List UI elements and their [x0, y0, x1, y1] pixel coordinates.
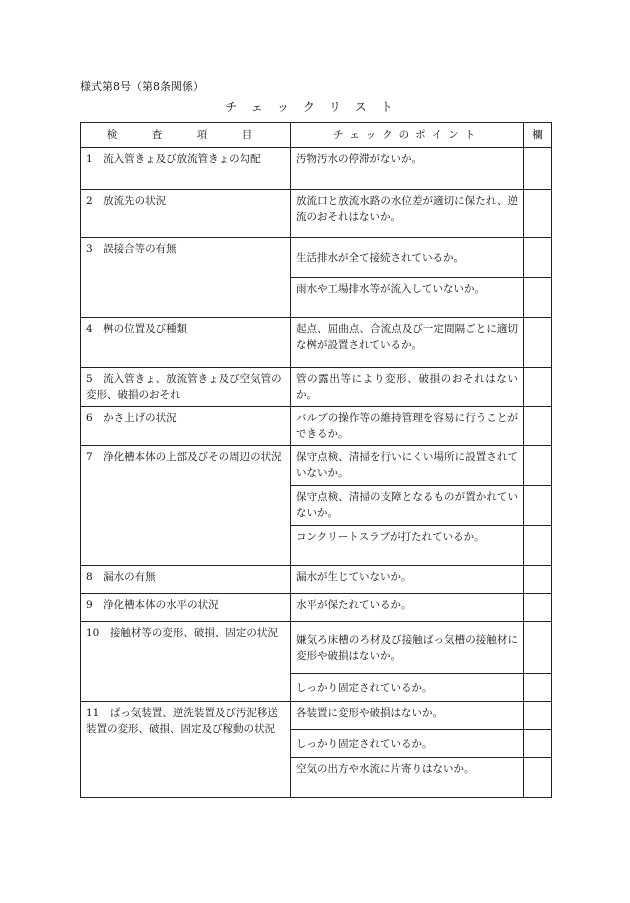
- check-point: 嫌気ろ床槽のろ材及び接触ばっ気槽の接触材に変形や破損はないか。: [291, 622, 524, 674]
- form-number: 様式第8号（第8条関係）: [80, 80, 204, 93]
- header-row: [81, 123, 552, 148]
- table-row: [81, 702, 552, 730]
- check-point: バルブの操作等の維持管理を容易に行うことができるか。: [291, 407, 524, 446]
- check-mark-cell[interactable]: [524, 368, 552, 407]
- check-item: 4 桝の位置及び種類: [81, 318, 291, 368]
- check-point: 雨水や工場排水等が流入していないか。: [291, 278, 524, 318]
- check-item: 2 放流先の状況: [81, 190, 291, 238]
- check-point: コンクリートスラブが打たれているか。: [291, 526, 524, 566]
- table-row: [81, 238, 552, 278]
- check-point: 管の露出等により変形、破損のおそれはないか。: [291, 368, 524, 407]
- check-item: 5 流入管きょ、放流管きょ及び空気管の変形、破損のおそれ: [81, 368, 291, 407]
- table-row: [81, 407, 552, 446]
- check-mark-cell[interactable]: [524, 674, 552, 702]
- page-title: チェックリスト: [225, 100, 407, 114]
- check-item: 3 誤接合等の有無: [81, 238, 291, 318]
- check-point: 放流口と放流水路の水位差が適切に保たれ、逆流のおそれはないか。: [291, 190, 524, 238]
- check-point: 汚物汚水の停滞がないか。: [291, 148, 524, 190]
- check-mark-cell[interactable]: [524, 622, 552, 674]
- check-point: しっかり固定されているか。: [291, 730, 524, 758]
- table-row: [81, 148, 552, 190]
- check-mark-cell[interactable]: [524, 566, 552, 594]
- check-item: 1 流入管きょ及び放流管きょの勾配: [81, 148, 291, 190]
- check-item: 10 接触材等の変形、破損、固定の状況: [81, 622, 291, 702]
- check-point: 起点、屈曲点、合流点及び一定間隔ごとに適切な桝が設置されているか。: [291, 318, 524, 368]
- check-mark-cell[interactable]: [524, 730, 552, 758]
- check-item: 11 ばっ気装置、逆洗装置及び汚泥移送装置の変形、破損、固定及び稼動の状況: [81, 702, 291, 798]
- check-mark-cell[interactable]: [524, 148, 552, 190]
- check-mark-cell[interactable]: [524, 758, 552, 798]
- table-row: [81, 566, 552, 594]
- table-row: [81, 190, 552, 238]
- header-item: 検 査 項 目: [81, 123, 291, 148]
- check-mark-cell[interactable]: [524, 407, 552, 446]
- header-mark: 欄: [524, 123, 552, 148]
- check-point: 生活排水が全て接続されているか。: [291, 238, 524, 278]
- check-mark-cell[interactable]: [524, 238, 552, 278]
- check-mark-cell[interactable]: [524, 526, 552, 566]
- check-point: 漏水が生じていないか。: [291, 566, 524, 594]
- check-item: 7 浄化槽本体の上部及びその周辺の状況: [81, 446, 291, 566]
- check-point: 保守点検、清掃の支障となるものが置かれていないか。: [291, 486, 524, 526]
- check-mark-cell[interactable]: [524, 446, 552, 486]
- table-row: [81, 368, 552, 407]
- check-mark-cell[interactable]: [524, 486, 552, 526]
- check-item: 9 浄化槽本体の水平の状況: [81, 594, 291, 622]
- check-point: 空気の出方や水流に片寄りはないか。: [291, 758, 524, 798]
- checklist-body: [81, 148, 552, 798]
- header-point: チェックのポイント: [291, 123, 524, 148]
- table-row: [81, 446, 552, 486]
- table-row: [81, 622, 552, 674]
- checklist-table: [80, 122, 552, 798]
- check-point: しっかり固定されているか。: [291, 674, 524, 702]
- check-item: 6 かさ上げの状況: [81, 407, 291, 446]
- table-row: [81, 594, 552, 622]
- check-point: 保守点検、清掃を行いにくい場所に設置されていないか。: [291, 446, 524, 486]
- check-mark-cell[interactable]: [524, 318, 552, 368]
- check-point: 各装置に変形や破損はないか。: [291, 702, 524, 730]
- check-point: 水平が保たれているか。: [291, 594, 524, 622]
- check-mark-cell[interactable]: [524, 702, 552, 730]
- check-mark-cell[interactable]: [524, 190, 552, 238]
- table-row: [81, 318, 552, 368]
- check-mark-cell[interactable]: [524, 278, 552, 318]
- check-item: 8 漏水の有無: [81, 566, 291, 594]
- check-mark-cell[interactable]: [524, 594, 552, 622]
